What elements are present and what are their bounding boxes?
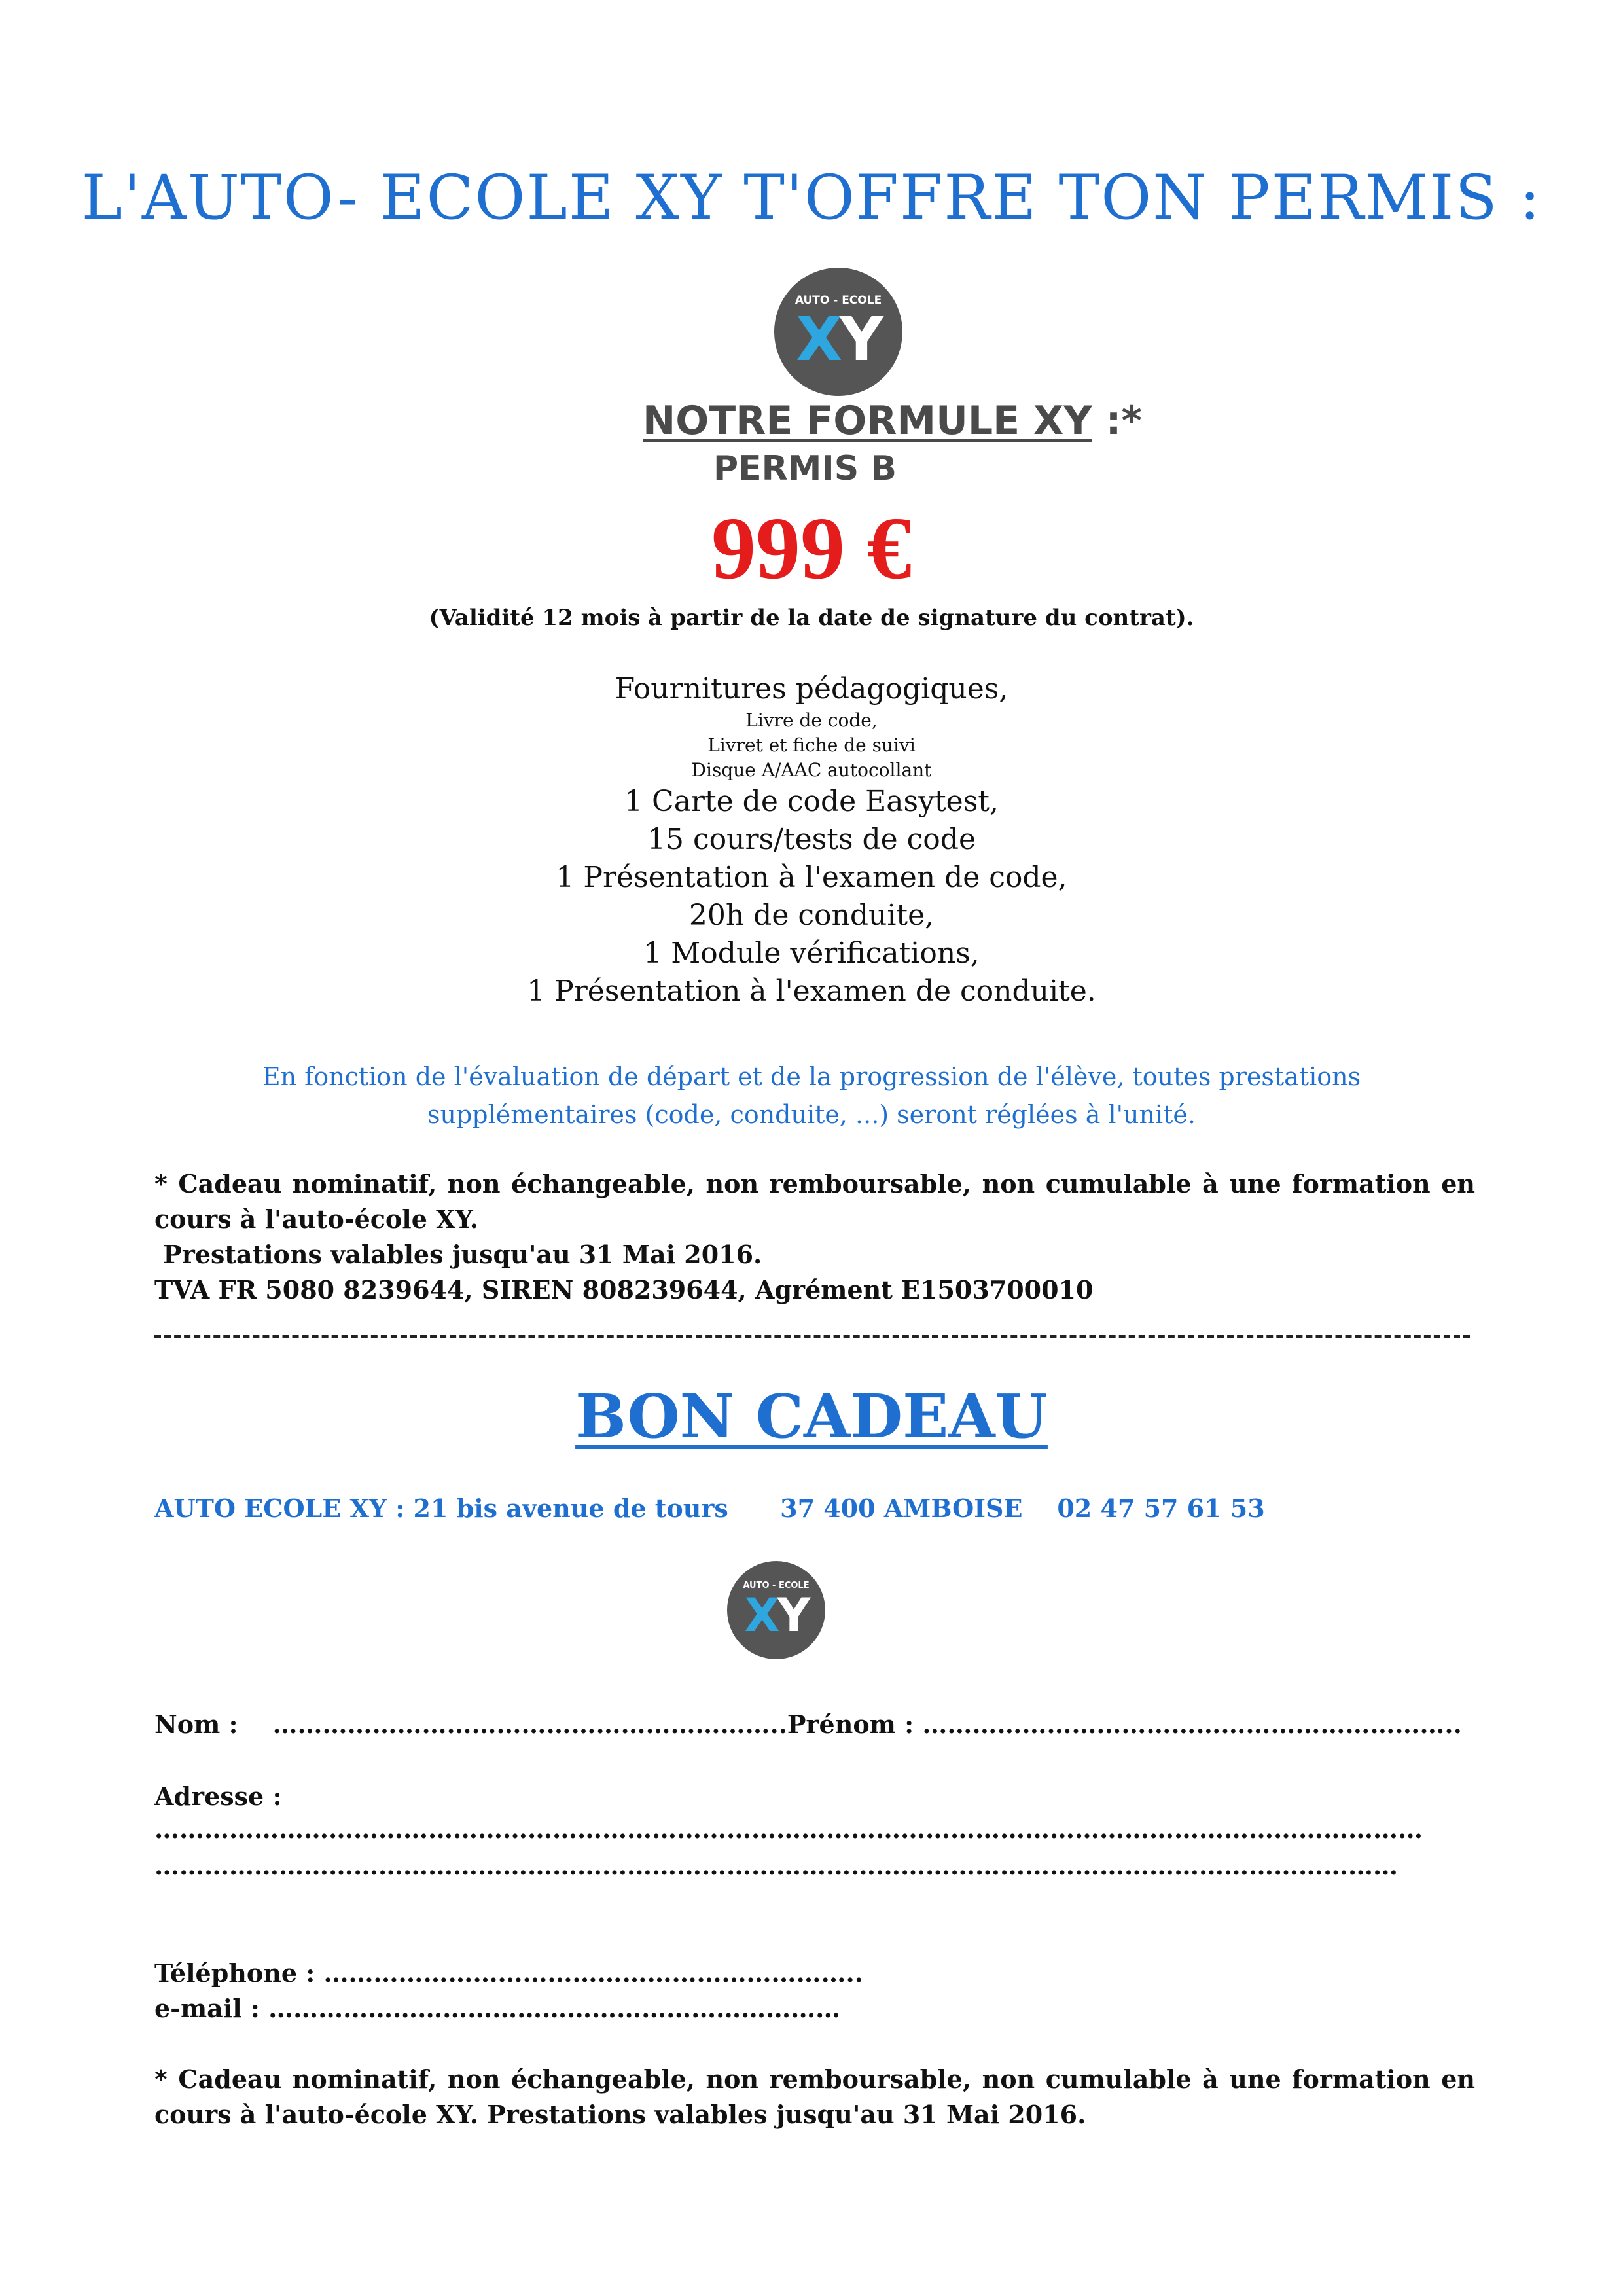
telephone-field[interactable]: Téléphone : ……………………………………………………….. <box>154 1958 863 1988</box>
conditions-line: TVA FR 5080 8239644, SIREN 808239644, Agrément E1503700010 <box>154 1275 1094 1304</box>
evaluation-note-line: supplémentaires (code, conduite, ...) seront réglées à l'unité. <box>427 1100 1196 1129</box>
validity-note: (Validité 12 mois à partir de la date de signature du contrat). <box>429 605 1194 631</box>
conditions-line: cours à l'auto-école XY. <box>154 1204 479 1234</box>
logo-letter-x: X <box>796 304 840 374</box>
formula-subtitle: PERMIS B <box>713 449 897 488</box>
evaluation-note <box>0 1058 1623 1134</box>
logo-letter-y: Y <box>840 304 881 374</box>
adresse-label: Adresse : <box>154 1782 282 1811</box>
voucher-title <box>0 1381 1623 1452</box>
list-item: 20h de conduite, <box>688 899 935 932</box>
list-item: 1 Carte de code Easytest, <box>624 785 999 818</box>
voucher-footer-conditions <box>154 2062 1475 2132</box>
list-item: 1 Présentation à l'examen de conduite. <box>527 975 1096 1008</box>
logo-letters <box>796 304 881 374</box>
email-field[interactable]: e-mail : …………………………………………………………… <box>154 1994 841 2023</box>
list-item: Livret et fiche de suivi <box>707 734 916 756</box>
logo-circle <box>774 268 902 396</box>
logo-small-text: AUTO - ECOLE <box>794 294 882 307</box>
logo-circle <box>727 1561 825 1659</box>
formula-title <box>643 398 1142 444</box>
logo-letters <box>745 1588 808 1642</box>
list-item: 1 Présentation à l'examen de code, <box>556 861 1067 894</box>
logo <box>763 257 914 407</box>
voucher-title-text: BON CADEAU <box>575 1381 1048 1452</box>
adresse-field-line-2[interactable]: …………………………………………………………………………………………………………………………………… <box>154 1851 1398 1880</box>
conditions-line: Prestations valables jusqu'au 31 Mai 2016. <box>154 1240 762 1269</box>
logo <box>711 1545 842 1676</box>
evaluation-note-line: En fonction de l'évaluation de départ et de la progression de l'élève, toutes prestations <box>262 1062 1361 1091</box>
conditions <box>154 1166 1475 1308</box>
adresse-field-line-1[interactable]: ……………………………………………………………………………………………………………………………………… <box>154 1814 1423 1844</box>
list-item: Fournitures pédagogiques, <box>615 672 1008 706</box>
includes-list <box>0 670 1623 1011</box>
price: 999 € <box>711 499 912 598</box>
logo-small-text: AUTO - ECOLE <box>743 1581 810 1590</box>
footer-line: * Cadeau nominatif, non échangeable, non remboursable, non cumulable à une formation en <box>154 2064 1475 2094</box>
list-item: Disque A/AAC autocollant <box>691 759 932 781</box>
nom-prenom-field[interactable]: Nom : ……………………………………………………..Prénom : ……………………………………………………….. <box>154 1710 1462 1739</box>
list-item: 1 Module vérifications, <box>643 937 980 970</box>
formula-title-suffix: :* <box>1092 398 1142 444</box>
logo-letter-x: X <box>744 1588 777 1642</box>
list-item: Livre de code, <box>745 709 878 731</box>
formula-title-text: NOTRE FORMULE XY <box>643 398 1092 444</box>
logo-letter-y: Y <box>777 1588 808 1642</box>
page-title: L'AUTO- ECOLE XY T'OFFRE TON PERMIS : <box>81 162 1542 234</box>
cut-line-divider <box>154 1335 1470 1338</box>
conditions-line: * Cadeau nominatif, non échangeable, non remboursable, non cumulable à une formation en <box>154 1169 1475 1198</box>
footer-line: cours à l'auto-école XY. Prestations valables jusqu'au 31 Mai 2016. <box>154 2100 1086 2129</box>
list-item: 15 cours/tests de code <box>647 823 976 856</box>
voucher-address: AUTO ECOLE XY : 21 bis avenue de tours 37 400 AMBOISE 02 47 57 61 53 <box>154 1494 1265 1523</box>
